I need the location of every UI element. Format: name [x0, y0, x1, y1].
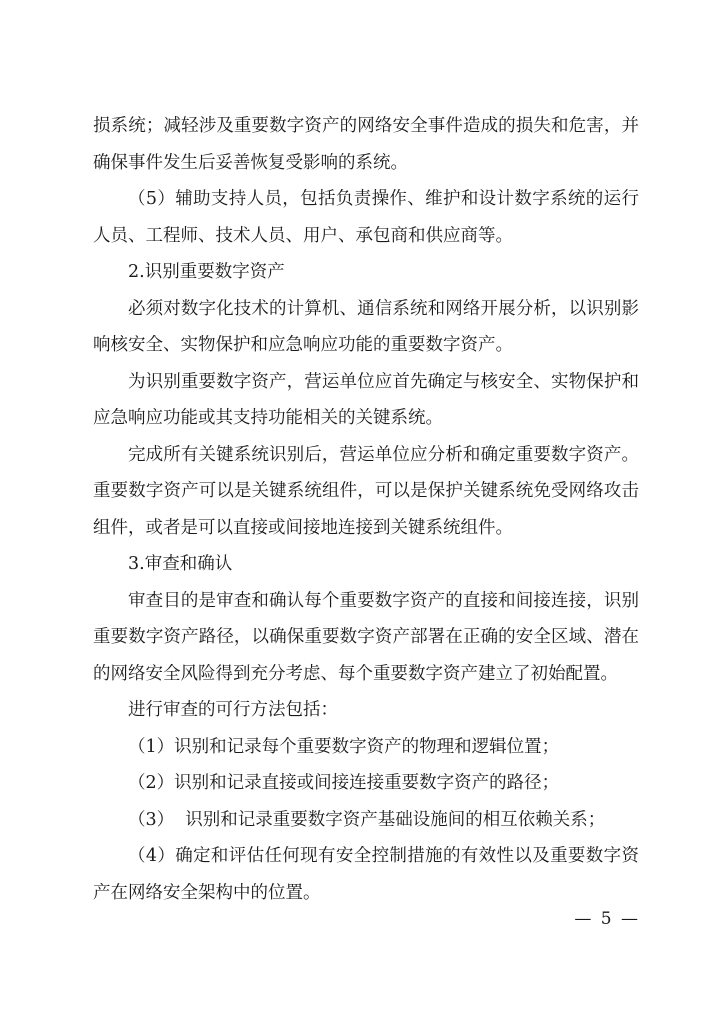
paragraph-6: 审查目的是审查和确认每个重要数字资产的直接和间接连接，识别重要数字资产路径，以确保重要数字资产部署在正确的安全区域、潜在的网络安全风险得到充分考虑、每个重要数字资产建立了初始配置。	[93, 590, 639, 684]
list-item-4: （4）确定和评估任何现有安全控制措施的有效性以及重要数字资产在网络安全架构中的位置。	[93, 846, 639, 903]
section-heading-3: 3.审查和确认	[128, 554, 233, 574]
paragraph-7: 进行审查的可行方法包括：	[128, 700, 338, 720]
paragraph-3: 必须对数字化技术的计算机、通信系统和网络开展分析，以识别影响核安全、实物保护和应急响应功能的重要数字资产。	[93, 298, 639, 355]
section-heading-2: 2.识别重要数字资产	[128, 262, 285, 282]
list-item-2: （2）识别和记录直接或间接连接重要数字资产的路径；	[128, 773, 560, 793]
paragraph-4: 为识别重要数字资产，营运单位应首先确定与核安全、实物保护和应急响应功能或其支持功能相关的关键系统。	[93, 371, 639, 428]
list-item-1: （1）识别和记录每个重要数字资产的物理和逻辑位置；	[128, 736, 560, 757]
paragraph-2: （5）辅助支持人员，包括负责操作、维护和设计数字系统的运行人员、工程师、技术人员、用户、承包商和供应商等。	[93, 189, 639, 246]
list-item-3: （3） 识别和记录重要数字资产基础设施间的相互依赖关系；	[128, 809, 606, 830]
paragraph-1: 损系统；减轻涉及重要数字资产的网络安全事件造成的损失和危害，并确保事件发生后妥善恢复受影响的系统。	[93, 116, 639, 173]
paragraph-5: 完成所有关键系统识别后，营运单位应分析和确定重要数字资产。重要数字资产可以是关键系统组件，可以是保护关键系统免受网络攻击组件，或者是可以直接或间接地连接到关键系统组件。	[93, 444, 639, 538]
page-number: — 5 —	[574, 909, 640, 929]
page-body	[93, 108, 639, 911]
